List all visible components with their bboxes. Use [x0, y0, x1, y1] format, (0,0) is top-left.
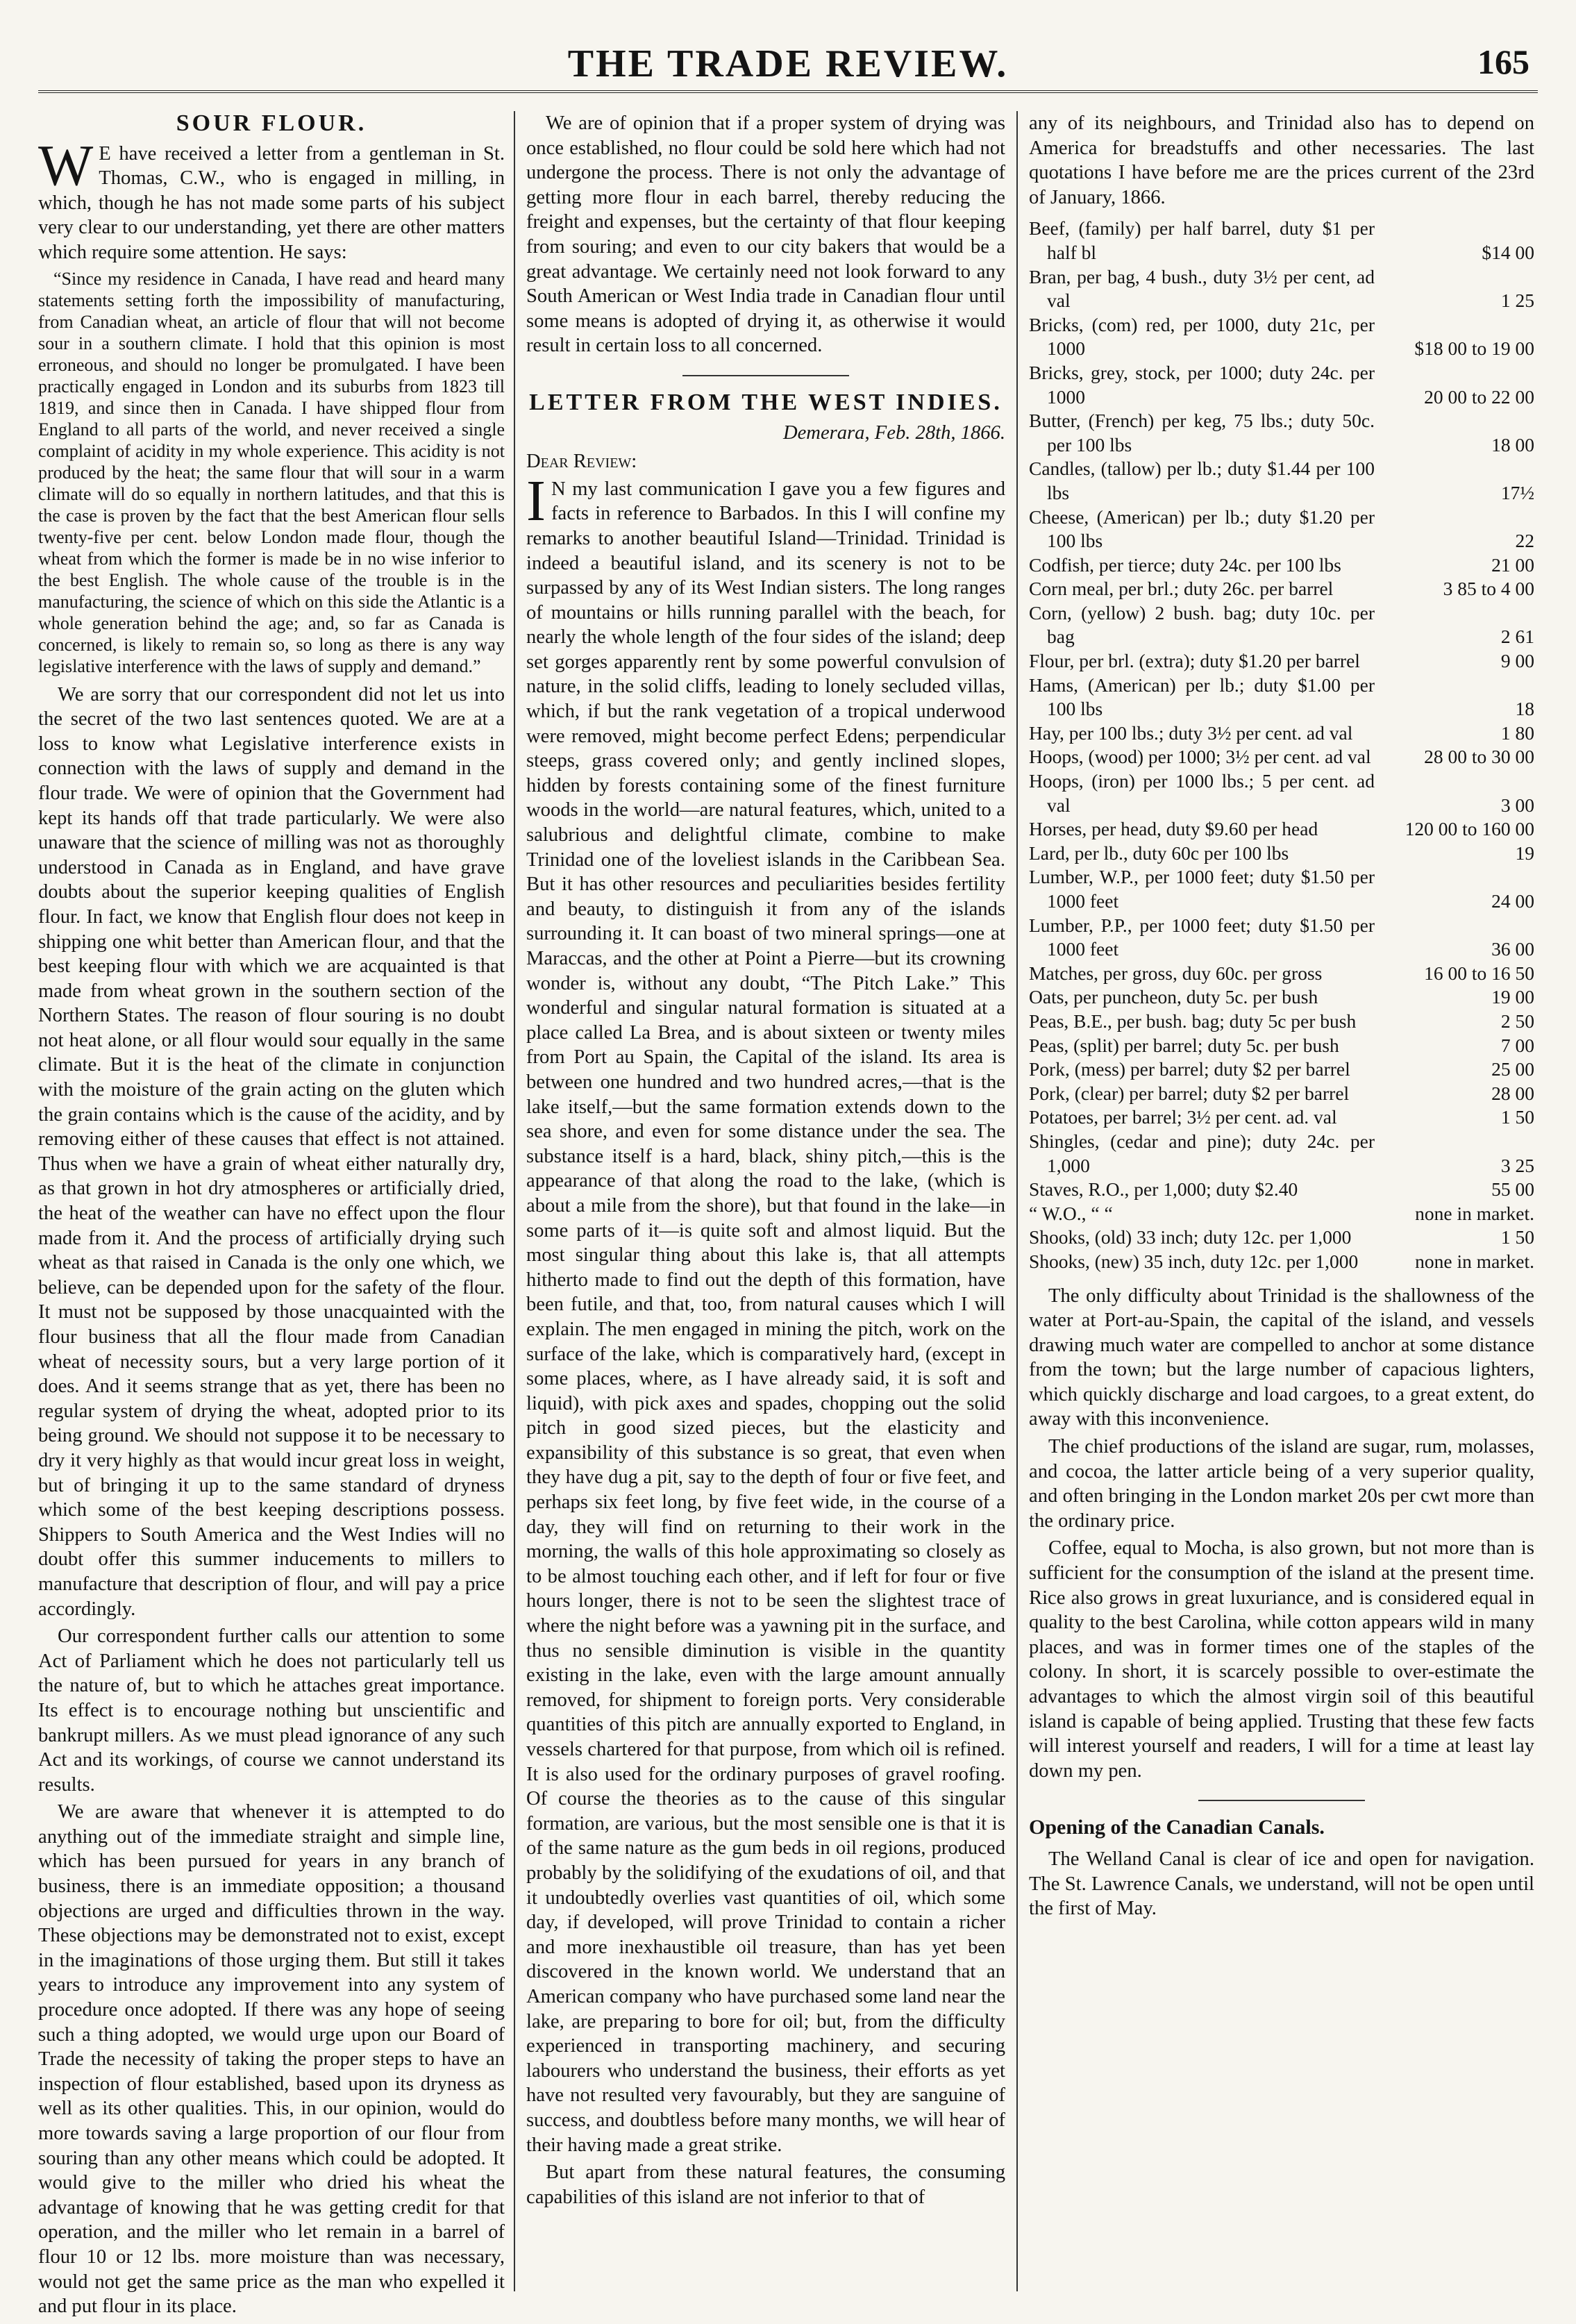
price-item-value: 1 80	[1500, 721, 1534, 744]
price-item-description: Corn, (yellow) 2 bush. bag; duty 10c. per bag	[1029, 601, 1375, 648]
price-row	[1029, 1057, 1534, 1082]
price-item-value: 2 61	[1500, 626, 1534, 648]
price-item-description: Beef, (family) per half barrel, duty $1 per half bl	[1029, 217, 1375, 263]
article-paragraph: We are aware that whenever it is attempted to do anything out of the immediate straight and simple line, which has been pursued for years in any branch of business, there is an immediate opposition; a thousand objections are urged and difficulties thrown in the way. These objections may be demonstrated not to exist, except in the imaginations of those urging them. But still it takes years to introduce any improvement into any system of procedure once adopted. If there was any hope of seeing such a thing adopted, we would urge upon our Board of Trade the necessity of taking the proper steps to have an inspection of flour established, based upon its dryness as well as its other qualities. This, in our opinion, would do more towards saving a large proportion of our flour from souring than any other means which could be adopted. It would give to the miller who dried his wheat the advantage of knowing that he was getting credit for that operation, and the miller who let remain in a barrel of flour 10 or 12 lbs. more moisture than was necessary, would not get the same price as the man who expelled it and put flour in its place.	[38, 1801, 505, 2318]
article-heading-canals: Opening of the Canadian Canals.	[1029, 1816, 1325, 1839]
price-item-value: 3 25	[1500, 1154, 1534, 1176]
price-item-value: 18 00	[1491, 433, 1534, 455]
article-paragraph: any of its neighbours, and Trinidad also has to depend on America for breadstuffs and other necessaries. The last quotations I have before me are the prices current of the 23rd of January, 1866.	[1029, 112, 1534, 208]
price-item-description: Staves, R.O., per 1,000; duty $2.40	[1029, 1178, 1298, 1201]
price-item-description: Pork, (mess) per barrel; duty $2 per barrel	[1029, 1058, 1350, 1080]
price-row	[1029, 1105, 1534, 1130]
price-item-description: Flour, per brl. (extra); duty $1.20 per barrel	[1029, 650, 1360, 672]
price-item-value: 16 00 to 16 50	[1424, 962, 1534, 984]
dateline: Demerara, Feb. 28th, 1866.	[782, 421, 1005, 444]
section-divider	[682, 375, 849, 376]
column-3	[1029, 111, 1534, 2291]
section-divider	[1198, 1800, 1365, 1801]
column-rule-1	[514, 111, 515, 2291]
price-row	[1029, 361, 1534, 409]
price-list	[1029, 217, 1534, 1273]
article-paragraph: IN my last communication I gave you a few figures and facts in reference to Barbados. In this I will confine my remarks to another beautiful Island—Trinidad. Trinidad is indeed a beautiful island, and its scenery is not to be surpassed by any of its West Indian sisters. The long ranges of mountains or hills running parallel with the beach, for nearly the whole length of the four sides of the island; deep set gorges apparently rent by some powerful convulsion of nature, in the solid cliffs, leading to lonely secluded villas, which, if but the rank vegetation of a tropical underwood were removed, might become perfect Edens; perpendicular steeps, grass covered only; and gently inclined slopes, hidden by forests containing some of the finest furniture woods in the world—are natural features, which, united to a salubrious and delightful climate, combine to make Trinidad one of the loveliest islands in the Caribbean Sea. But it has other resources and peculiarities besides fertility and beauty, to distinguish it from any of the islands surrounding it. It can boast of two mineral springs—one at Maraccas, and the other at Point a Pierre—but its crowning wonder is, without any doubt, “The Pitch Lake.” This wonderful and singular natural formation is situated at a place called La Brea, and is about sixteen or twenty miles from Port au Spain, the Capital of the island. Its area is between one hundred and two hundred acres,—that is the lake itself,—but the same formation extends down to the sea shore, and even for some distance under the sea. The substance itself is a hard, black, shiny pitch,—this is the appearance of that along the road to the lake, (which is about a mile from the shore), but that found in the lake—in some parts of it—is quite soft and almost liquid. But the most singular thing about this lake is, that all attempts hitherto made to find out the depth of this formation, have been futile, and that, too, from natural causes which I will explain. The men engaged in mining the pitch, work on the surface of the lake, which is comparatively hard, (except in some places, where, as I have already said, it is soft and liquid), with pick axes and spades, chopping out the solid pitch in good sized pieces, but the elasticity and expansibility of this substance is so great, that even when they have dug a pit, say to the depth of four or five feet, and perhaps six feet long, by five feet wide, in the course of a day, they will find on returning to their work in the morning, the walls of this hole approximating so closely as to be almost touching each other, and if left for four or five hours longer, there is not to be seen the slightest trace of where the night before was a yawning pit in the surface, and thus no sensible diminution is visible in the quantity existing in the lake, even with the large amount annually removed, for shipment to foreign ports. Very considerable quantities of this pitch are annually exported to England, in vessels chartered for that purpose, from which oil is refined. It is also used for the ordinary purposes of gravel roofing. Of course the theories as to the cause of this singular formation, are various, but the most sensible one is that it is of the same nature as the gum beds in oil regions, produced probably by the solidifying of the exudations of oil, and that it undoubtedly overlies vast quantities of oil, which some day, if developed, will prove Trinidad to contain a richer and more inexhaustible oil treasure, than has yet been discovered in the known world. We understand that an American company who have purchased some land near the lake, are preparing to bore for oil; but, from the difficulty experienced in transporting machinery, and securing labourers who understand the business, their efforts as yet have not resulted very favourably, but they are sanguine of success, and doubtless before many months, we will hear of their having made a great strike.	[526, 468, 1005, 2156]
price-item-description: Hams, (American) per lb.; duty $1.00 per 100 lbs	[1029, 674, 1375, 720]
price-item-value: 17½	[1500, 481, 1534, 503]
price-row	[1029, 217, 1534, 265]
price-row	[1029, 553, 1534, 578]
price-row	[1029, 914, 1534, 962]
article-paragraph: The Welland Canal is clear of ice and open for navigation. The St. Lawrence Canals, we understand, will not be open until the first of May.	[1029, 1848, 1534, 1920]
article-paragraph: We are of opinion that if a proper system of drying was once established, no flour could be sold here which had not undergone the process. There is not only the advantage of getting more flour in each barrel, thereby reducing the freight and expenses, but the certainty of that flour keeping from souring; and even to our city bakers that would be a great advantage. We certainly need not look forward to any South American or West India trade in Canadian flour until some means is adopted of drying it, as otherwise it would result in certain loss to all concerned.	[526, 112, 1005, 357]
price-item-description: Peas, B.E., per bush. bag; duty 5c per bush	[1029, 1010, 1357, 1032]
quoted-letter	[38, 268, 505, 677]
price-item-value: 2 50	[1500, 1010, 1534, 1032]
price-item-description: Lard, per lb., duty 60c per 100 lbs	[1029, 842, 1289, 864]
price-row	[1029, 721, 1534, 746]
price-item-description: Horses, per head, duty $9.60 per head	[1029, 818, 1318, 840]
price-row	[1029, 313, 1534, 361]
price-item-description: Cheese, (American) per lb.; duty $1.20 per 100 lbs	[1029, 505, 1375, 552]
price-row	[1029, 1034, 1534, 1058]
price-item-value: $14 00	[1482, 241, 1534, 263]
price-item-value: 1 50	[1500, 1226, 1534, 1248]
price-row	[1029, 457, 1534, 505]
price-row	[1029, 769, 1534, 817]
price-row	[1029, 842, 1534, 866]
article-heading-sour-flour: SOUR FLOUR.	[176, 110, 367, 136]
article-paragraph: WE have received a letter from a gentleman in St. Thomas, C.W., who is engaged in milling, in which, though he has not made some parts of his subject very clear to our understanding, yet there are other matters which require some attention. He says:	[38, 133, 505, 263]
price-item-value: $18 00 to 19 00	[1414, 337, 1534, 360]
price-item-description: Shingles, (cedar and pine); duty 24c. per 1,000	[1029, 1130, 1375, 1176]
price-row	[1029, 409, 1534, 457]
price-item-description: Lumber, W.P., per 1000 feet; duty $1.50 per 1000 feet	[1029, 866, 1375, 912]
price-item-value: 7 00	[1500, 1034, 1534, 1056]
price-item-value: 19	[1515, 842, 1534, 864]
price-item-value: 28 00	[1491, 1082, 1534, 1104]
price-item-description: Bricks, (com) red, per 1000, duty 21c, per 1000	[1029, 313, 1375, 360]
column-rule-2	[1016, 111, 1018, 2291]
price-item-description: Bran, per bag, 4 bush., duty 3½ per cent, ad val	[1029, 265, 1375, 312]
page-header	[38, 32, 1538, 93]
price-item-value: 22	[1515, 530, 1534, 552]
article-heading-west-indies: LETTER FROM THE WEST INDIES.	[529, 389, 1003, 415]
price-row	[1029, 505, 1534, 553]
price-item-value: 20 00 to 22 00	[1424, 385, 1534, 408]
quoted-paragraph: “Since my residence in Canada, I have read and heard many statements setting forth the impossibility of manufacturing, from Canadian wheat, an article of flour that will not become sour in a southern climate. I hold that this opinion is most erroneous, and should no longer be promulgated. I have been practically engaged in London and its suburbs from 1823 till 1819, and since then in Canada. I have shipped flour from England to all parts of the world, and never received a single complaint of acidity in my whole experience. This acidity is not produced by the heat; the same flour that will sour in a warm climate will do so equally in northern latitudes, and that this is the case is proven by the fact that the best American flour sells twenty-five per cent. below London made flour, though the wheat from which the former is made be in no wise inferior to the best English. The whole cause of the trouble is in the manufacturing, the science of which on this side the Atlantic is a whole generation behind the age; and, so far as Canada is concerned, is likely to remain so, so long as there is any way legislative interference with the laws of supply and demand.”	[38, 268, 505, 676]
article-paragraph: The chief productions of the island are sugar, rum, molasses, and cocoa, the latter article being of a very superior quality, and often bringing in the London market 20s per cwt more than the ordinary price.	[1029, 1436, 1534, 1532]
article-paragraph: Our correspondent further calls our attention to some Act of Parliament which he does not particularly tell us the nature of, but to which he attaches great importance. Its effect is to encourage nothing but unscientific and bankrupt millers. As we must plead ignorance of any such Act and its workings, of course we cannot understand its results.	[38, 1625, 505, 1796]
price-item-value: none in market.	[1415, 1250, 1534, 1272]
column-2	[526, 111, 1005, 2291]
price-item-description: Peas, (split) per barrel; duty 5c. per bush	[1029, 1034, 1339, 1056]
price-row	[1029, 1202, 1534, 1226]
price-row	[1029, 817, 1534, 842]
price-item-value: 1 50	[1500, 1106, 1534, 1128]
price-row	[1029, 601, 1534, 649]
price-item-description: Hoops, (iron) per 1000 lbs.; 5 per cent. ad val	[1029, 770, 1375, 816]
price-row	[1029, 745, 1534, 769]
price-item-value: 1 25	[1500, 290, 1534, 312]
price-row	[1029, 1082, 1534, 1106]
price-item-description: Potatoes, per barrel; 3½ per cent. ad. val	[1029, 1106, 1337, 1128]
price-item-description: Butter, (French) per keg, 75 lbs.; duty 50c. per 100 lbs	[1029, 410, 1375, 455]
price-row	[1029, 1010, 1534, 1034]
price-row	[1029, 985, 1534, 1010]
price-item-value: 19 00	[1491, 986, 1534, 1008]
price-item-value: 3 85 to 4 00	[1443, 578, 1534, 600]
price-row	[1029, 674, 1534, 721]
price-row	[1029, 1250, 1534, 1274]
price-item-value: 55 00	[1491, 1178, 1534, 1201]
price-item-value: 120 00 to 160 00	[1405, 818, 1534, 840]
price-item-description: Corn meal, per brl.; duty 26c. per barrel	[1029, 578, 1334, 600]
column-1	[38, 110, 505, 2318]
price-item-value: 28 00 to 30 00	[1424, 746, 1534, 768]
price-item-description: Shooks, (new) 35 inch, duty 12c. per 1,000	[1029, 1250, 1359, 1272]
salutation: Dear Review:	[526, 451, 637, 473]
price-item-description: Hay, per 100 lbs.; duty 3½ per cent. ad val	[1029, 721, 1353, 744]
article-paragraph: We are sorry that our correspondent did not let us into the secret of the two last sentences quoted. We are at a loss to know what Legislative interference exists in connection with the laws of supply and demand in the flour trade. We were of opinion that the Government had kept its hands off that trade particularly. We were also unaware that the science of milling was not as thoroughly understood in Canada as in England, and have grave doubts about the superior keeping qualities of English flour. In fact, we know that English flour does not keep in shipping one whit better than American flour, and that the best keeping flour with which we are acquainted is that made from wheat grown in the southern section of the Northern States. The reason of flour souring is no doubt not heat alone, or all flour would sour equally in the same climate. But it is the heat of the climate in conjunction with the moisture of the grain acting on the gluten which the grain contains which is the cause of the acidity, and by removing either of these causes that effect is not attained. Thus when we have a grain of wheat either naturally dry, as that grown in hot dry atmospheres or artificially dried, the heat of the weather can have no effect upon the flour made from it. And the process of artificially drying such wheat as that raised in Canada is the only one which, we believe, can be depended upon for the safety of the flour. It must not be supposed by those unacquainted with the flour business that all the flour made from Canadian wheat of necessity sours, but a very large portion of it does. And it seems strange that as yet, there has been no regular system of drying the wheat, adopted prior to its being ground. We should not suppose it to be necessary to dry it very highly as that would incur great loss in weight, but of bringing it up to the same standard of dryness which some of the best keeping descriptions possess. Shippers to South America and the West Indies will no doubt offer this summer inducements to millers to manufacture that description of flour, and will pay a price accordingly.	[38, 683, 505, 1620]
price-item-description: Hoops, (wood) per 1000; 3½ per cent. ad val	[1029, 746, 1371, 768]
price-item-description: Candles, (tallow) per lb.; duty $1.44 per 100 lbs	[1029, 458, 1375, 503]
price-row	[1029, 865, 1534, 913]
price-item-description: Shooks, (old) 33 inch; duty 12c. per 1,000	[1029, 1226, 1352, 1248]
price-row	[1029, 577, 1534, 601]
price-item-description: Oats, per puncheon, duty 5c. per bush	[1029, 986, 1318, 1008]
price-item-description: Pork, (clear) per barrel; duty $2 per barrel	[1029, 1082, 1350, 1104]
price-item-value: 18	[1515, 698, 1534, 720]
price-item-value: 3 00	[1500, 794, 1534, 816]
price-item-value: 36 00	[1491, 938, 1534, 960]
price-item-value: 21 00	[1491, 553, 1534, 576]
price-row	[1029, 265, 1534, 313]
price-item-description: Matches, per gross, duy 60c. per gross	[1029, 962, 1323, 984]
price-row	[1029, 649, 1534, 674]
masthead-title: THE TRADE REVIEW.	[567, 42, 1009, 85]
price-item-value: 9 00	[1500, 650, 1534, 672]
price-item-description: “ W.O., “ “	[1029, 1202, 1113, 1224]
price-row	[1029, 1226, 1534, 1250]
price-item-description: Lumber, P.P., per 1000 feet; duty $1.50 per 1000 feet	[1029, 914, 1375, 960]
price-item-value: none in market.	[1415, 1202, 1534, 1224]
price-item-value: 24 00	[1491, 890, 1534, 912]
article-paragraph: Coffee, equal to Mocha, is also grown, but not more than is sufficient for the consumption of the island at the present time. Rice also grows in great luxuriance, and is considered equal in quality to the best Carolina, while cotton appears wild in many places, and was in former times one of the staples of the colony. In short, it is scarcely possible to over-estimate the advantages to which the almost virgin soil of this beautiful island is capable of being applied. Trusting that these few facts will interest yourself and readers, I will for a time at least lay down my pen.	[1029, 1537, 1534, 1782]
page-number: 165	[1477, 42, 1529, 81]
price-item-value: 25 00	[1491, 1058, 1534, 1080]
price-item-description: Codfish, per tierce; duty 24c. per 100 lbs	[1029, 553, 1341, 576]
article-paragraph: But apart from these natural features, the consuming capabilities of this island are not inferior to that of	[526, 2162, 1005, 2208]
article-paragraph: The only difficulty about Trinidad is the shallowness of the water at Port-au-Spain, the capital of the island, and vessels drawing much water are compelled to anchor at some distance from the town; but the large number of capacious lighters, which quickly discharge and load cargoes, to a great extent, do away with this inconvenience.	[1029, 1285, 1534, 1430]
price-row	[1029, 1178, 1534, 1202]
price-item-description: Bricks, grey, stock, per 1000; duty 24c. per 1000	[1029, 361, 1375, 408]
price-row	[1029, 962, 1534, 986]
price-row	[1029, 1130, 1534, 1178]
